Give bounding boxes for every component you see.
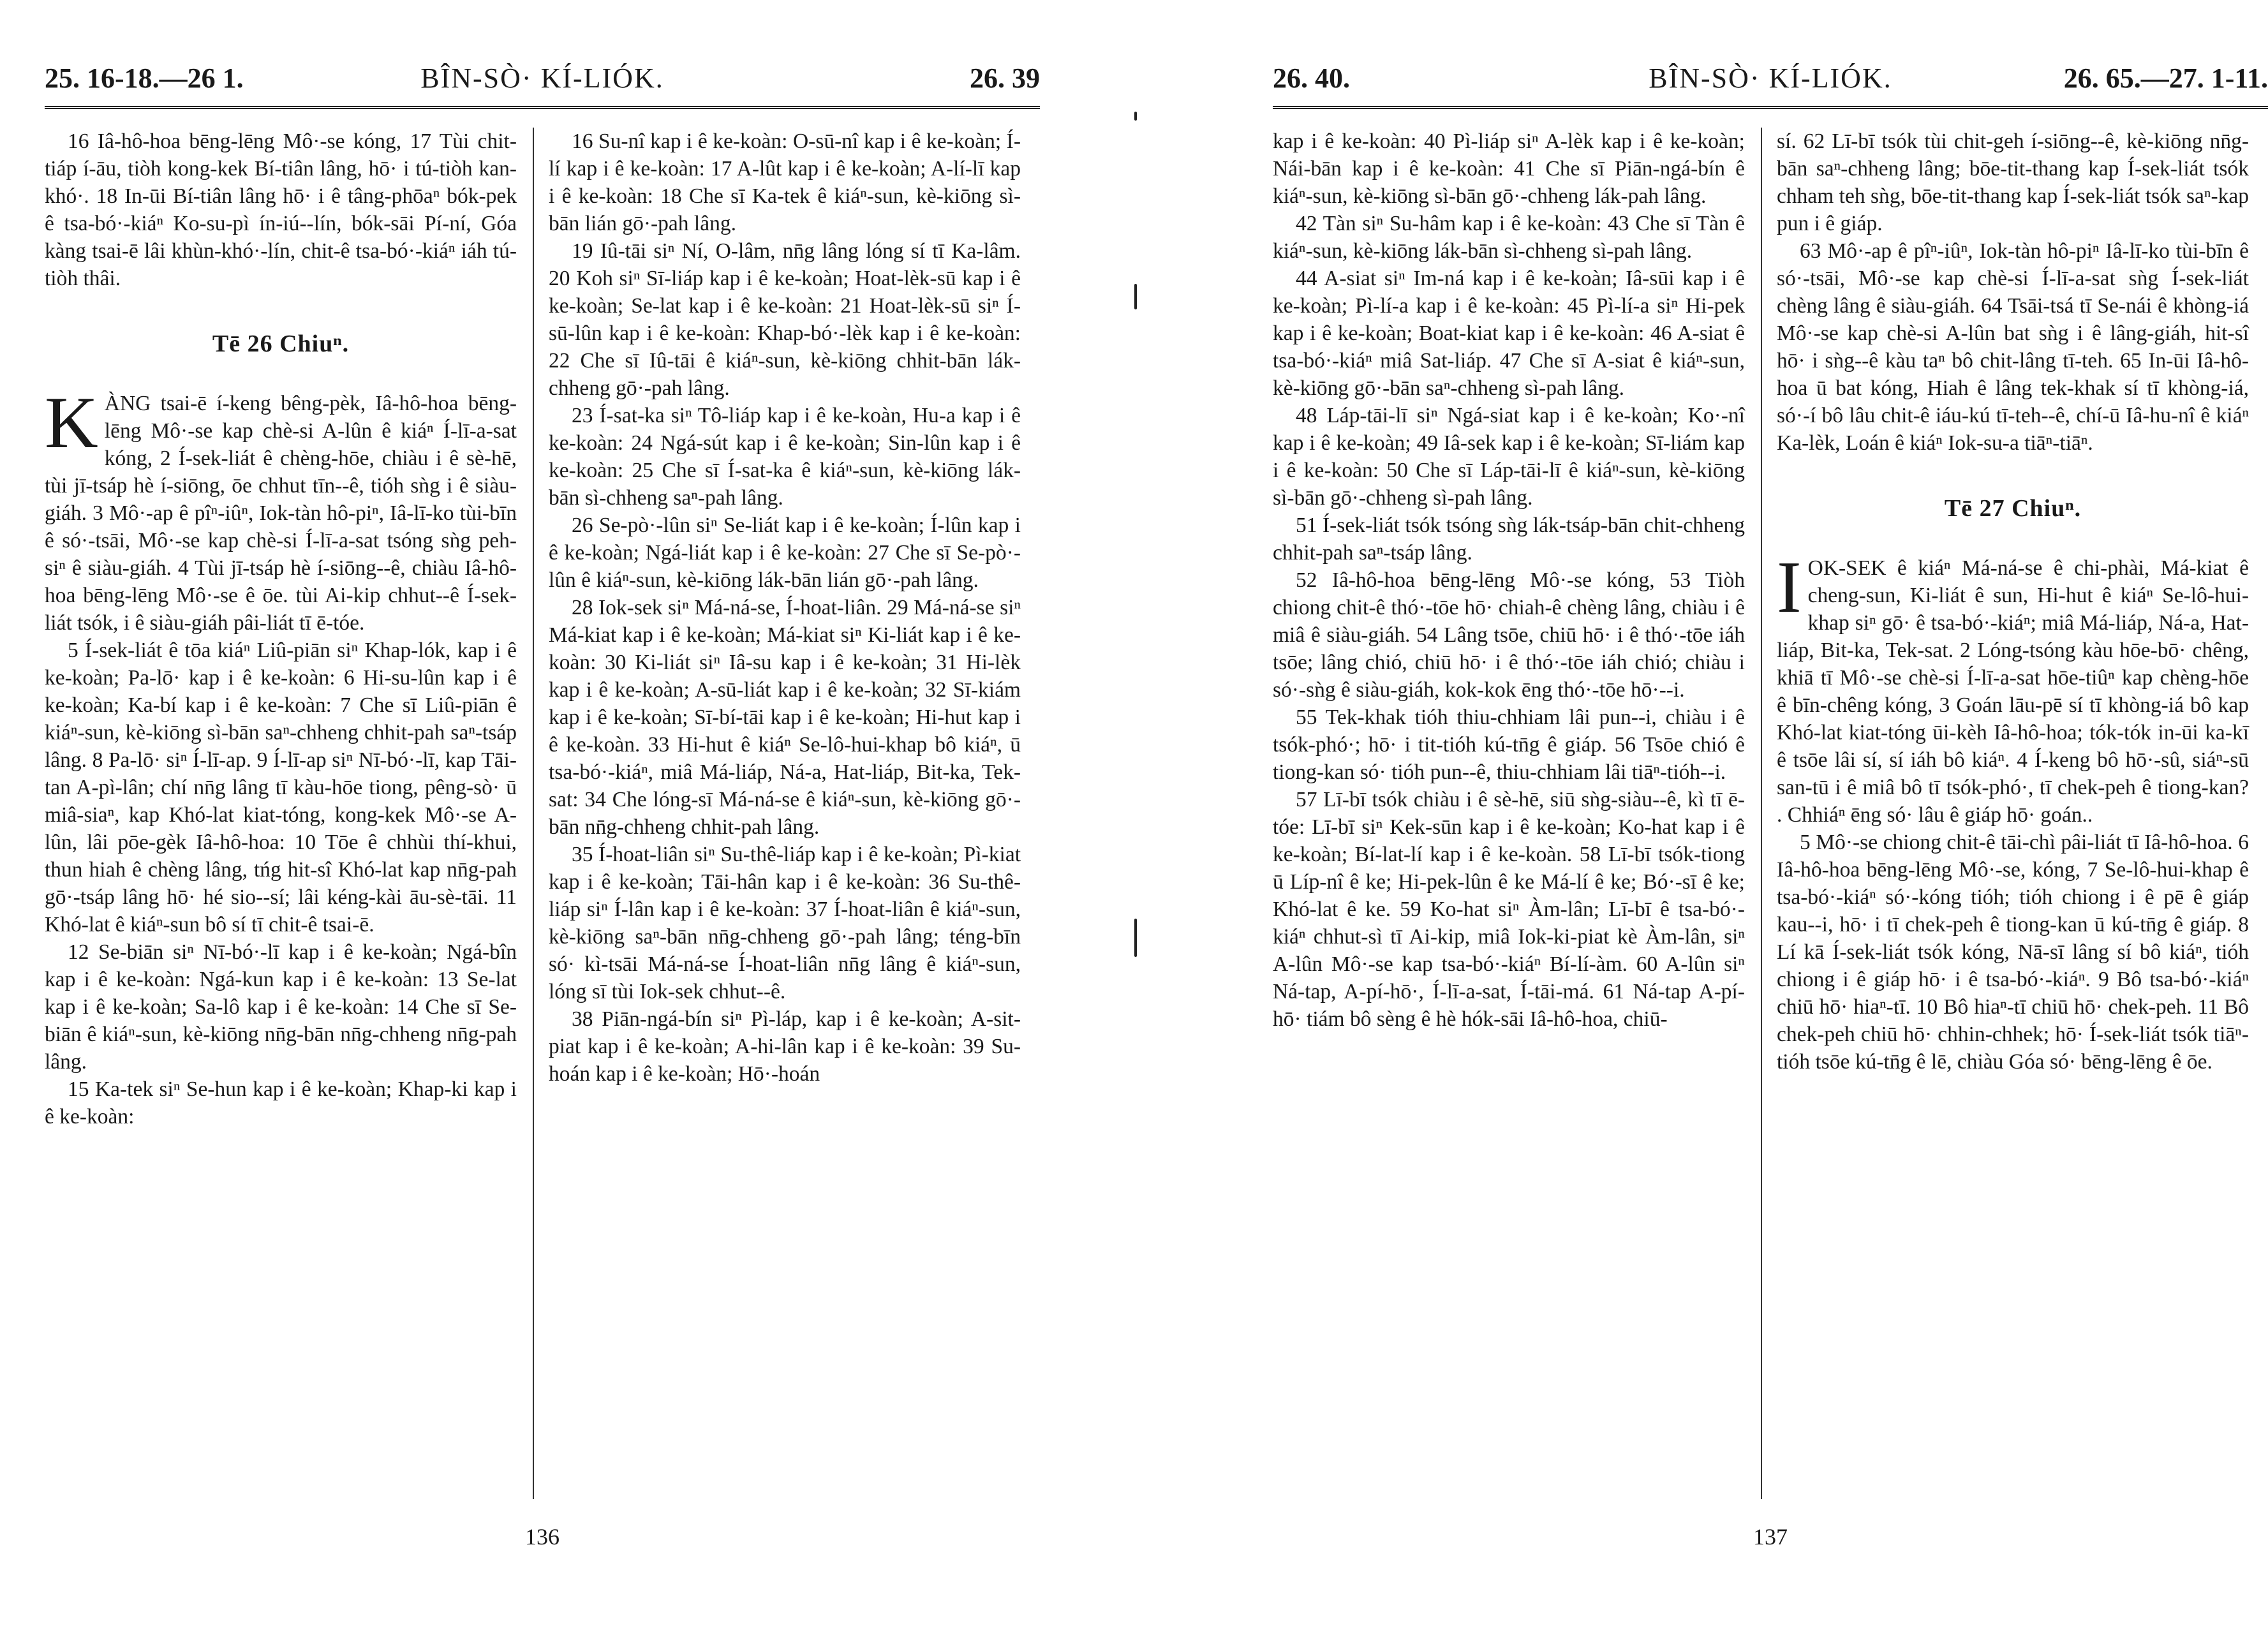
gutter-mark: [1134, 919, 1137, 957]
verse-paragraph: 48 Láp-tāi-lī siⁿ Ngá-siat kap i ê ke-koàn; Ko·-nî kap i ê ke-koàn; 49 Iâ-sek kap i ê ke-koàn; Sī-liám kap i ê ke-koàn: 50 Che sī Láp-tāi-lī ê kiáⁿ-sun, kè-kiōng sì-bān gō·-chheng sì-pah lâng.: [1273, 404, 1745, 510]
left-verse-range: 25. 16-18.—26 1.: [45, 63, 244, 94]
verse-paragraph: 55 Tek-khak tióh thiu-chhiam lâi pun--i, chiàu i ê tsók-phó·; hō· i tit-tióh kú-tn̄g ê giáp. 56 Tsōe chió ê tiong-kan só· tióh pun--ê, thiu-chhiam lâi tiāⁿ-tióh--i.: [1273, 706, 1745, 784]
verse-paragraph: 5 Mô·-se chiong chit-ê tāi-chì pâi-liát tī Iâ-hô-hoa. 6 Iâ-hô-hoa bēng-lēng Mô·-se, kóng, 7 Se-lô-hui-khap ê tsa-bó·-kiáⁿ só·-kóng tióh; tióh chiong i ê pē ê giáp kau--i, hō· i tī chek-peh ê tiong-kan ū kú-tn̄g ê giáp. 8 Lí kā Í-sek-liát tsók kóng, Nā-sī lâng sí bô kiáⁿ, tióh chiong i ê giáp hō· i ê tsa-bó·-kiáⁿ. 9 Bô tsa-bó·-kiáⁿ chiū hō· hiaⁿ-tī. 10 Bô hiaⁿ-tī chiū hō· chek-peh. 11 Bô chek-peh chiū hō· chhin-chhek; hō· Í-sek-liát tsók tiāⁿ-tióh tsōe kú-tn̄g ê lē, chiàu Góa só· bēng-lēng ê ōe.: [1777, 831, 2249, 1074]
verse-paragraph: 51 Í-sek-liát tsók tsóng sǹg lák-tsáp-bān chit-chheng chhit-pah saⁿ-tsáp lâng.: [1273, 514, 1745, 565]
chapter-opening-text: ÀNG tsai-ē í-keng bêng-pèk, Iâ-hô-hoa bēng-lēng Mô·-se kap chè-si A-lûn ê kiáⁿ Í-lī-a-sat kóng, 2 Í-sek-liát ê chèng-hōe, chiàu i ê sè-hē, tùi jī-tsáp hè í-siōng, ōe chhut tīn--ê, tióh sǹg i ê siàu-giáh. 3 Mô·-ap ê pîⁿ-iûⁿ, Iok-tàn hô-piⁿ, Iâ-lī-ko tùi-bīn ê só·-tsāi, Mô·-se kap chè-si Í-lī-a-sat tsóng sǹg peh-siⁿ ê siàu-giáh. 4 Tùi jī-tsáp hè í-siōng--ê, chiàu Iâ-hô-hoa bēng-lēng Mô·-se ê ōe. tùi Ai-kip chhut--ê Í-sek-liát tsók, i ê siàu-giáh pâi-liát tī ē-tóe.: [45, 392, 517, 635]
drop-cap-letter: I: [1777, 547, 1802, 628]
verse-paragraph: kap i ê ke-koàn: 40 Pì-liáp siⁿ A-lèk kap i ê ke-koàn; Nái-bān kap i ê ke-koàn: 41 Che sī Piān-ngá-bín ê kiáⁿ-sun, kè-kiōng sì-bān gō·-chheng lák-pah lâng.: [1273, 130, 1745, 208]
chapter-heading-27: Tē 27 Chiuⁿ.: [1944, 495, 2082, 522]
verse-paragraph: 52 Iâ-hô-hoa bēng-lēng Mô·-se kóng, 53 Tiòh chiong chit-ê thó·-tōe hō· chiah-ê chèng lâng, chiàu i ê miâ ê siàu-giáh. 54 Lâng tsōe, chiū hō· i ê thó·-tōe iáh tsōe; lâng chió, chiū hō· i ê thó·-tōe iáh chió; chiàu i só·-sǹg ê siàu-giáh, kok-kok ēng thó·-tōe hō·--i.: [1273, 568, 1745, 702]
left-page-number: 136: [525, 1524, 560, 1550]
right-column-1: [1273, 128, 1745, 1499]
left-column-1: [45, 128, 517, 1499]
verse-paragraph: 23 Í-sat-ka siⁿ Tô-liáp kap i ê ke-koàn, Hu-a kap i ê ke-koàn: 24 Ngá-sút kap i ê ke-koàn; Sin-lûn kap i ê ke-koàn: 25 Che sī Í-sat-ka ê kiáⁿ-sun, kè-kiōng lák-bān sì-chheng saⁿ-pah lâng.: [549, 404, 1021, 510]
verse-paragraph: 44 A-siat siⁿ Im-ná kap i ê ke-koàn; Iâ-sūi kap i ê ke-koàn; Pì-lí-a kap i ê ke-koàn: 45 Pì-lí-a siⁿ Hi-pek kap i ê ke-koàn; Boat-kiat kap i ê ke-koàn: 46 A-siat ê tsa-bó·-kiáⁿ miâ Sat-liáp. 47 Che sī A-siat ê kiáⁿ-sun, kè-kiōng gō·-bān saⁿ-chheng sì-pah lâng.: [1273, 267, 1745, 400]
chapter-opening-paragraph: [1777, 547, 2249, 829]
right-header-rule: [1273, 106, 2268, 109]
left-page: [45, 45, 1040, 1563]
drop-cap-letter: K: [45, 382, 98, 464]
left-verse-ref: 26. 39: [970, 63, 1040, 94]
right-column-divider: [1761, 128, 1762, 1499]
left-column-divider: [533, 128, 534, 1499]
verse-paragraph: 42 Tàn siⁿ Su-hâm kap i ê ke-koàn: 43 Che sī Tàn ê kiáⁿ-sun, kè-kiōng lák-bān sì-chheng sì-pah lâng.: [1273, 212, 1745, 263]
gutter-mark: [1134, 112, 1137, 121]
verse-paragraph: 35 Í-hoat-liân siⁿ Su-thê-liáp kap i ê ke-koàn; Pì-kiat kap i ê ke-koàn; Tāi-hân kap i ê ke-koàn: 36 Su-thê-liáp siⁿ Í-lân kap i ê ke-koàn: 37 Í-hoat-liân ê kiáⁿ-sun, kè-kiōng saⁿ-bān nn̄g-chheng gō·-pah lâng; téng-bīn só· kì-tsāi Má-ná-se Í-hoat-liân nn̄g lâng ê kiáⁿ-sun, lóng sī tùi Iok-sek chhut--ê.: [549, 843, 1021, 1003]
verse-paragraph: 28 Iok-sek siⁿ Má-ná-se, Í-hoat-liân. 29 Má-ná-se siⁿ Má-kiat kap i ê ke-koàn; Má-kiat siⁿ Ki-liát kap i ê ke-koàn: 30 Ki-liát siⁿ Iâ-su kap i ê ke-koàn; 31 Hi-lèk kap i ê ke-koàn; A-sū-liát kap i ê ke-koàn; 32 Sī-kiám kap i ê ke-koàn; Sī-bí-tāi kap i ê ke-koàn; Hi-hut kap i ê ke-koàn. 33 Hi-hut ê kiáⁿ Se-lô-hui-khap bô kiáⁿ, ū tsa-bó·-kiáⁿ, miâ Má-liáp, Ná-a, Hat-liáp, Bit-ka, Tek-sat: 34 Che lóng-sī Má-ná-se ê kiáⁿ-sun, kè-kiōng gō·-bān nn̄g-chheng chhit-pah lâng.: [549, 596, 1021, 839]
chapter-opening-paragraph: [45, 382, 517, 637]
verse-paragraph: 63 Mô·-ap ê pîⁿ-iûⁿ, Iok-tàn hô-piⁿ Iâ-lī-ko tùi-bīn ê só·-tsāi, Mô·-se kap chè-si Í-lī-a-sat sǹg Í-sek-liát chèng lâng ê siàu-giáh. 64 Tsāi-tsá tī Se-nái ê khòng-iá Mô·-se kap chè-si A-lûn bat sǹg i ê lâng-giáh, hit-sî hō· i sǹg--ê kàu taⁿ bô chit-lâng tī-teh. 65 In-ūi Iâ-hô-hoa ū bat kóng, Hiah ê lâng tek-khak sí tī khòng-iá, só·-í bô lâu chit-ê iáu-kú tī-teh--ê, chí-ū Iâ-hu-nî ê kiáⁿ Ka-lèk, Loán ê kiáⁿ Iok-su-a tiāⁿ-tiāⁿ.: [1777, 239, 2249, 455]
gutter-mark: [1134, 284, 1137, 309]
verse-paragraph: 16 Su-nî kap i ê ke-koàn: O-sū-nî kap i ê ke-koàn; Í-lí kap i ê ke-koàn: 17 A-lût kap i ê ke-koàn; A-lí-lī kap i ê ke-koàn: 18 Che sī Ka-tek ê kiáⁿ-sun, kè-kiōng sì-bān lián gō·-pah lâng.: [549, 130, 1021, 235]
verse-paragraph: 5 Í-sek-liát ê tōa kiáⁿ Liû-piān siⁿ Khap-lók, kap i ê ke-koàn; Pa-lō· kap i ê ke-koàn: 6 Hi-su-lûn kap i ê ke-koàn; Ka-bí kap i ê ke-koàn: 7 Che sī Liû-piān ê kiáⁿ-sun, kè-kiōng sì-bān saⁿ-chheng chhit-pah saⁿ-tsáp lâng. 8 Pa-lō· siⁿ Í-lī-ap. 9 Í-lī-ap siⁿ Nī-bó·-lī, kap Tāi-tan A-pì-lân; chí nn̄g lâng tī kàu-hōe tiong, pêng-sò· ū miâ-siaⁿ, kap Khó-lat kiat-tóng, kong-kek Mô·-se A-lûn, lâi pōe-gèk Iâ-hô-hoa: 10 Tōe ê chhùi thí-khui, thun hiah ê chèng lâng, tńg hit-sî Khó-lat kap nn̄g-pah gō·-tsáp lâng hō· hé sio--sí; lâi kéng-kài āu-sè-tāi. 11 Khó-lat ê kiáⁿ-sun bô sí tī chit-ê tsai-ē.: [45, 639, 517, 936]
right-verse-ref: 26. 65.—27. 1-11.: [2063, 63, 2268, 94]
verse-paragraph: 38 Piān-ngá-bín siⁿ Pì-láp, kap i ê ke-koàn; A-sit-piat kap i ê ke-koàn; A-hi-lân kap i ê ke-koàn: 39 Su-hoán kap i ê ke-koàn; Hō·-hoán: [549, 1007, 1021, 1086]
right-book-title: BÎN-SÒ· KÍ-LIÓK.: [1649, 63, 1892, 94]
left-header-rule: [45, 106, 1040, 109]
left-book-title: BÎN-SÒ· KÍ-LIÓK.: [420, 63, 664, 94]
right-page-number: 137: [1753, 1524, 1788, 1550]
left-column-2: [549, 128, 1021, 1499]
verse-paragraph: 57 Lī-bī tsók chiàu i ê sè-hē, siū sǹg-siàu--ê, kì tī ē-tóe: Lī-bī siⁿ Kek-sūn kap i ê ke-koàn; Ko-hat kap i ê ke-koàn; Bí-lat-lí kap i ê ke-koàn. 58 Lī-bī tsók-tiong ū Líp-nî ê ke; Hi-pek-lûn ê ke Má-lí ê ke; Bó·-sī ê ke; Khó-lat ê ke. 59 Ko-hat siⁿ Àm-lân; Lī-bī ê tsa-bó·-kiáⁿ chhut-sì tī Ai-kip, miâ Iok-ki-piat kè Àm-lân, siⁿ A-lûn Mô·-se kap tsa-bó·-kiáⁿ Bí-lí-àm. 60 A-lûn siⁿ Ná-tap, A-pí-hō·, Í-lī-a-sat, Í-tāi-má. 61 Ná-tap A-pí-hō· tiám bô sèng ê hè hók-sāi Iâ-hô-hoa, chiū-: [1273, 788, 1745, 1031]
verse-paragraph: 15 Ka-tek siⁿ Se-hun kap i ê ke-koàn; Khap-ki kap i ê ke-koàn:: [45, 1077, 517, 1128]
verse-paragraph: 12 Se-biān siⁿ Nī-bó·-lī kap i ê ke-koàn; Ngá-bîn kap i ê ke-koàn: Ngá-kun kap i ê ke-koàn: 13 Se-lat kap i ê ke-koàn; Sa-lô kap i ê ke-koàn: 14 Che sī Se-biān ê kiáⁿ-sun, kè-kiōng nn̄g-bān nn̄g-chheng nn̄g-pah lâng.: [45, 940, 517, 1074]
verse-paragraph: 16 Iâ-hô-hoa bēng-lēng Mô·-se kóng, 17 Tùi chit-tiáp í-āu, tiòh kong-kek Bí-tiân lâng, hō· i tú-tiòh kan-khó·. 18 In-ūi Bí-tiân lâng hō· i ê tâng-phōaⁿ bók-pek ê tsa-bó·-kiáⁿ Ko-su-pì ín-iú--lín, bók-sāi Pí-ní, Góa kàng tsai-ē lâi khùn-khó·-lín, chit-ê tsa-bó·-kiáⁿ iáh tú-tiòh thâi.: [45, 130, 517, 290]
verse-paragraph: 19 Iû-tāi siⁿ Ní, O-lâm, nn̄g lâng lóng sí tī Ka-lâm. 20 Koh siⁿ Sī-liáp kap i ê ke-koàn; Hoat-lèk-sū kap i ê ke-koàn; Se-lat kap i ê ke-koàn: 21 Hoat-lèk-sū siⁿ Í-sū-lûn kap i ê ke-koàn: Khap-bó·-lèk kap i ê ke-koàn: 22 Che sī Iû-tāi ê kiáⁿ-sun, kè-kiōng chhit-bān lák-chheng gō·-pah lâng.: [549, 239, 1021, 400]
chapter-heading-26: Tē 26 Chiuⁿ.: [212, 330, 350, 357]
right-verse-range: 26. 40.: [1273, 63, 1350, 94]
right-page: [1273, 45, 2268, 1563]
right-page-header: [1273, 56, 2268, 101]
left-page-header: [45, 56, 1040, 101]
chapter-opening-text: OK-SEK ê kiáⁿ Má-ná-se ê chi-phài, Má-kiat ê cheng-sun, Ki-liát ê sun, Hi-hut ê kiáⁿ Se-lô-hui-khap siⁿ gō· ê tsa-bó·-kiáⁿ; miâ Má-liáp, Ná-a, Hat-liáp, Bit-ka, Tek-sat. 2 Lóng-tsóng kàu hōe-bō· chêng, khiā tī Mô·-se chè-si Í-lī-a-sat hōe-tiûⁿ kap chèng-hōe ê bīn-chêng kóng, 3 Goán lāu-pē sí tī khòng-iá bô kap Khó-lat kiat-tóng ūi-kèh Iâ-hô-hoa; tók-tók in-ūi ka-kī ê tsōe lâi sí, sí iáh bô kiáⁿ. 4 Í-keng bô hō·-sû, siáⁿ-sū san-tū i ê miâ bô tī tsók-phó·, tī chek-peh ê tiong-kan? . Chhiáⁿ ēng só· lâu ê giáp hō· goán..: [1777, 556, 2249, 827]
verse-paragraph: 26 Se-pò·-lûn siⁿ Se-liát kap i ê ke-koàn; Í-lûn kap i ê ke-koàn; Ngá-liát kap i ê ke-koàn: 27 Che sī Se-pò·-lûn ê kiáⁿ-sun, kè-kiōng lák-bān lián gō·-pah lâng.: [549, 514, 1021, 592]
verse-paragraph: sí. 62 Lī-bī tsók tùi chit-geh í-siōng--ê, kè-kiōng nn̄g-bān saⁿ-chheng lâng; bōe-tit-thang kap Í-sek-liát tsók chham teh sǹg, bōe-tit-thang kap Í-sek-liát tsók saⁿ-kap pun i ê giáp.: [1777, 130, 2249, 235]
right-column-2: [1777, 128, 2249, 1499]
